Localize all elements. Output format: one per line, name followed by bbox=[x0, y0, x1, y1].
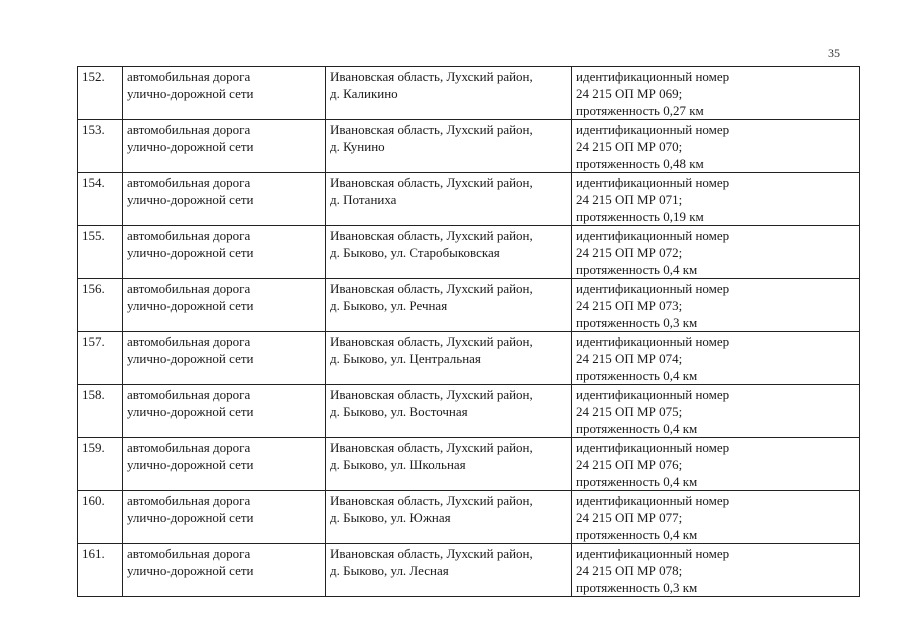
table-row bbox=[78, 279, 860, 332]
page-number: 35 bbox=[828, 46, 840, 60]
table-row bbox=[78, 438, 860, 491]
road-length: протяженность 0,3 км bbox=[576, 315, 698, 330]
road-name-line-1: автомобильная дорога bbox=[127, 281, 251, 296]
identification-number: 24 215 ОП МР 069; bbox=[576, 86, 683, 101]
location-line-2: д. Быково, ул. Южная bbox=[330, 510, 451, 525]
location-cell bbox=[326, 438, 572, 491]
location-line-2: д. Быково, ул. Старобыковская bbox=[330, 245, 500, 260]
road-name-line-2: улично-дорожной сети bbox=[127, 404, 254, 419]
table-row bbox=[78, 385, 860, 438]
road-name-line-2: улично-дорожной сети bbox=[127, 457, 254, 472]
identification-label: идентификационный номер bbox=[576, 546, 730, 561]
identification-cell bbox=[572, 173, 860, 226]
identification-label: идентификационный номер bbox=[576, 387, 730, 402]
location-line-2: д. Каликино bbox=[330, 86, 398, 101]
table-row bbox=[78, 491, 860, 544]
road-name-line-1: автомобильная дорога bbox=[127, 175, 251, 190]
road-length: протяженность 0,4 км bbox=[576, 527, 698, 542]
road-name-line-1: автомобильная дорога bbox=[127, 546, 251, 561]
identification-label: идентификационный номер bbox=[576, 122, 730, 137]
road-name-line-1: автомобильная дорога bbox=[127, 440, 251, 455]
identification-label: идентификационный номер bbox=[576, 228, 730, 243]
roads-table-body bbox=[78, 67, 860, 597]
location-line-1: Ивановская область, Лухский район, bbox=[330, 175, 533, 190]
table-row bbox=[78, 67, 860, 120]
row-number-cell bbox=[78, 226, 123, 279]
road-name-cell bbox=[123, 279, 326, 332]
row-number-cell bbox=[78, 544, 123, 597]
road-name-cell bbox=[123, 438, 326, 491]
row-number: 155. bbox=[82, 228, 105, 243]
road-name-cell bbox=[123, 173, 326, 226]
row-number: 153. bbox=[82, 122, 105, 137]
road-name-line-1: автомобильная дорога bbox=[127, 122, 251, 137]
row-number-cell bbox=[78, 67, 123, 120]
road-name-line-1: автомобильная дорога bbox=[127, 334, 251, 349]
location-line-1: Ивановская область, Лухский район, bbox=[330, 440, 533, 455]
identification-cell bbox=[572, 279, 860, 332]
row-number-cell bbox=[78, 438, 123, 491]
location-cell bbox=[326, 332, 572, 385]
road-length: протяженность 0,4 км bbox=[576, 262, 698, 277]
location-line-2: д. Быково, ул. Лесная bbox=[330, 563, 449, 578]
row-number: 154. bbox=[82, 175, 105, 190]
identification-cell bbox=[572, 226, 860, 279]
identification-cell bbox=[572, 438, 860, 491]
identification-number: 24 215 ОП МР 073; bbox=[576, 298, 683, 313]
location-line-2: д. Кунино bbox=[330, 139, 385, 154]
row-number-cell bbox=[78, 120, 123, 173]
identification-number: 24 215 ОП МР 078; bbox=[576, 563, 683, 578]
row-number: 152. bbox=[82, 69, 105, 84]
location-cell bbox=[326, 491, 572, 544]
road-name-line-2: улично-дорожной сети bbox=[127, 351, 254, 366]
roads-table bbox=[77, 66, 860, 597]
location-cell bbox=[326, 67, 572, 120]
identification-label: идентификационный номер bbox=[576, 334, 730, 349]
location-line-1: Ивановская область, Лухский район, bbox=[330, 122, 533, 137]
location-cell bbox=[326, 173, 572, 226]
road-length: протяженность 0,27 км bbox=[576, 103, 704, 118]
identification-label: идентификационный номер bbox=[576, 440, 730, 455]
road-name-line-1: автомобильная дорога bbox=[127, 228, 251, 243]
location-cell bbox=[326, 385, 572, 438]
table-row bbox=[78, 173, 860, 226]
identification-cell bbox=[572, 67, 860, 120]
road-name-cell bbox=[123, 67, 326, 120]
row-number-cell bbox=[78, 173, 123, 226]
table-row bbox=[78, 544, 860, 597]
identification-cell bbox=[572, 544, 860, 597]
identification-label: идентификационный номер bbox=[576, 175, 730, 190]
road-length: протяженность 0,48 км bbox=[576, 156, 704, 171]
identification-label: идентификационный номер bbox=[576, 493, 730, 508]
row-number-cell bbox=[78, 491, 123, 544]
location-cell bbox=[326, 120, 572, 173]
road-name-line-1: автомобильная дорога bbox=[127, 387, 251, 402]
location-line-2: д. Быково, ул. Школьная bbox=[330, 457, 466, 472]
road-name-line-2: улично-дорожной сети bbox=[127, 298, 254, 313]
row-number: 161. bbox=[82, 546, 105, 561]
table-row bbox=[78, 120, 860, 173]
table-row bbox=[78, 332, 860, 385]
location-cell bbox=[326, 544, 572, 597]
location-line-2: д. Потаниха bbox=[330, 192, 397, 207]
road-name-line-2: улично-дорожной сети bbox=[127, 139, 254, 154]
road-name-cell bbox=[123, 544, 326, 597]
row-number: 156. bbox=[82, 281, 105, 296]
road-name-line-2: улично-дорожной сети bbox=[127, 563, 254, 578]
location-line-2: д. Быково, ул. Центральная bbox=[330, 351, 481, 366]
table-row bbox=[78, 226, 860, 279]
road-length: протяженность 0,4 км bbox=[576, 368, 698, 383]
road-length: протяженность 0,4 км bbox=[576, 474, 698, 489]
road-name-line-2: улично-дорожной сети bbox=[127, 510, 254, 525]
identification-label: идентификационный номер bbox=[576, 69, 730, 84]
road-length: протяженность 0,19 км bbox=[576, 209, 704, 224]
identification-number: 24 215 ОП МР 076; bbox=[576, 457, 683, 472]
row-number: 157. bbox=[82, 334, 105, 349]
road-name-cell bbox=[123, 385, 326, 438]
identification-label: идентификационный номер bbox=[576, 281, 730, 296]
row-number-cell bbox=[78, 332, 123, 385]
row-number: 159. bbox=[82, 440, 105, 455]
road-name-line-2: улично-дорожной сети bbox=[127, 245, 254, 260]
location-line-1: Ивановская область, Лухский район, bbox=[330, 387, 533, 402]
road-name-line-1: автомобильная дорога bbox=[127, 493, 251, 508]
identification-number: 24 215 ОП МР 074; bbox=[576, 351, 683, 366]
identification-cell bbox=[572, 491, 860, 544]
road-name-line-1: автомобильная дорога bbox=[127, 69, 251, 84]
location-cell bbox=[326, 279, 572, 332]
row-number: 158. bbox=[82, 387, 105, 402]
identification-number: 24 215 ОП МР 077; bbox=[576, 510, 683, 525]
location-line-1: Ивановская область, Лухский район, bbox=[330, 546, 533, 561]
identification-number: 24 215 ОП МР 075; bbox=[576, 404, 683, 419]
location-line-1: Ивановская область, Лухский район, bbox=[330, 69, 533, 84]
identification-number: 24 215 ОП МР 070; bbox=[576, 139, 683, 154]
road-name-line-2: улично-дорожной сети bbox=[127, 192, 254, 207]
road-name-cell bbox=[123, 491, 326, 544]
road-name-cell bbox=[123, 332, 326, 385]
location-line-1: Ивановская область, Лухский район, bbox=[330, 334, 533, 349]
road-name-line-2: улично-дорожной сети bbox=[127, 86, 254, 101]
road-name-cell bbox=[123, 120, 326, 173]
location-line-1: Ивановская область, Лухский район, bbox=[330, 228, 533, 243]
identification-number: 24 215 ОП МР 071; bbox=[576, 192, 683, 207]
identification-cell bbox=[572, 120, 860, 173]
identification-cell bbox=[572, 332, 860, 385]
road-length: протяженность 0,3 км bbox=[576, 580, 698, 595]
row-number: 160. bbox=[82, 493, 105, 508]
location-line-2: д. Быково, ул. Восточная bbox=[330, 404, 468, 419]
location-line-1: Ивановская область, Лухский район, bbox=[330, 281, 533, 296]
identification-cell bbox=[572, 385, 860, 438]
road-name-cell bbox=[123, 226, 326, 279]
location-line-1: Ивановская область, Лухский район, bbox=[330, 493, 533, 508]
row-number-cell bbox=[78, 279, 123, 332]
identification-number: 24 215 ОП МР 072; bbox=[576, 245, 683, 260]
road-length: протяженность 0,4 км bbox=[576, 421, 698, 436]
location-cell bbox=[326, 226, 572, 279]
row-number-cell bbox=[78, 385, 123, 438]
location-line-2: д. Быково, ул. Речная bbox=[330, 298, 448, 313]
